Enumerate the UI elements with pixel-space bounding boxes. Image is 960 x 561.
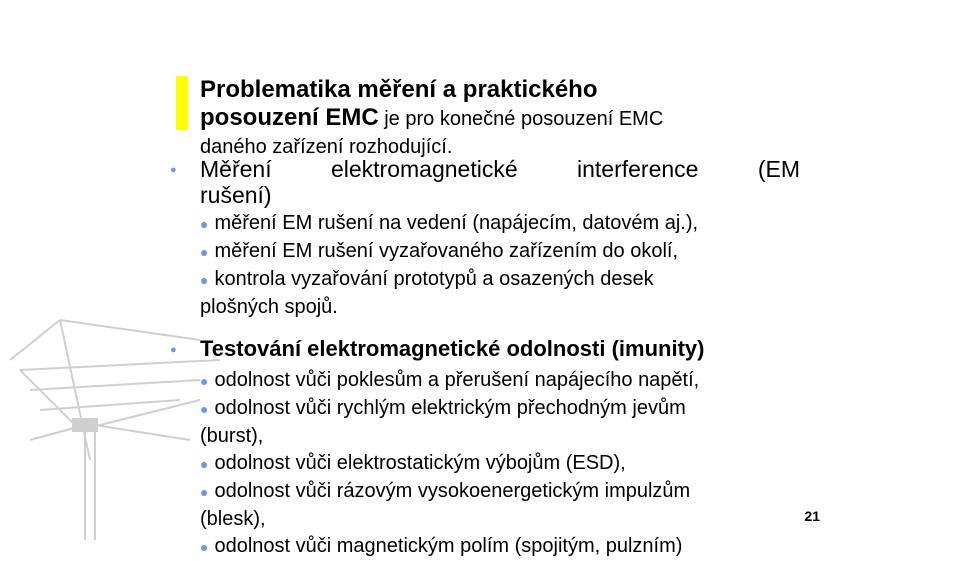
slide-subtitle: daného zařízení rozhodující. bbox=[200, 136, 453, 158]
list-item: ● odolnost vůči rychlým elektrickým přechodným jevům bbox=[200, 397, 686, 419]
list-item: (burst), bbox=[200, 425, 264, 447]
title-rest: je pro konečné posouzení EMC bbox=[378, 108, 664, 130]
bullet-icon: ● bbox=[170, 344, 177, 356]
section2-items bbox=[200, 367, 820, 561]
list-item: ● odolnost vůči rázovým vysokoenergetickým impulzům bbox=[200, 480, 691, 502]
bullet-icon: ● bbox=[200, 244, 209, 260]
list-item: (blesk), bbox=[200, 508, 266, 530]
list-item: ● kontrola vyzařování prototypů a osazených desek bbox=[200, 268, 654, 290]
section1-heading bbox=[200, 156, 800, 208]
bullet-icon: ● bbox=[200, 539, 209, 555]
list-item: ● měření EM rušení vyzařovaného zařízením do okolí, bbox=[200, 240, 679, 262]
slide-title bbox=[200, 76, 840, 133]
title-emphasis: posouzení EMC bbox=[200, 104, 379, 131]
section2-heading: Testování elektromagnetické odolnosti (imunity) bbox=[200, 336, 705, 361]
bullet-icon: ● bbox=[200, 373, 209, 389]
bullet-icon: ● bbox=[200, 272, 209, 288]
bullet-icon: ● bbox=[200, 216, 209, 232]
section1-items bbox=[200, 210, 820, 321]
list-item: ● odolnost vůči magnetickým polím (spojitým, pulzním) bbox=[200, 535, 683, 557]
list-item: plošných spojů. bbox=[200, 296, 338, 318]
page-number: 21 bbox=[804, 508, 820, 524]
bullet-icon: ● bbox=[200, 484, 209, 500]
list-item: ● měření EM rušení na vedení (napájecím, datovém aj.), bbox=[200, 212, 699, 234]
bullet-icon: ● bbox=[170, 164, 177, 176]
bullet-icon: ● bbox=[200, 456, 209, 472]
title-line-1: Problematika měření a praktického bbox=[200, 76, 598, 103]
list-item: ● odolnost vůči elektrostatickým výbojům (ESD), bbox=[200, 452, 626, 474]
section1-heading-line1: Měření elektromagnetické interference (EM bbox=[200, 156, 800, 182]
title-accent-bar bbox=[176, 76, 188, 130]
title-line-2 bbox=[200, 104, 840, 133]
bullet-icon: ● bbox=[200, 401, 209, 417]
list-item: ● odolnost vůči poklesům a přerušení napájecího napětí, bbox=[200, 369, 700, 391]
section1-heading-line2: rušení) bbox=[200, 182, 272, 208]
